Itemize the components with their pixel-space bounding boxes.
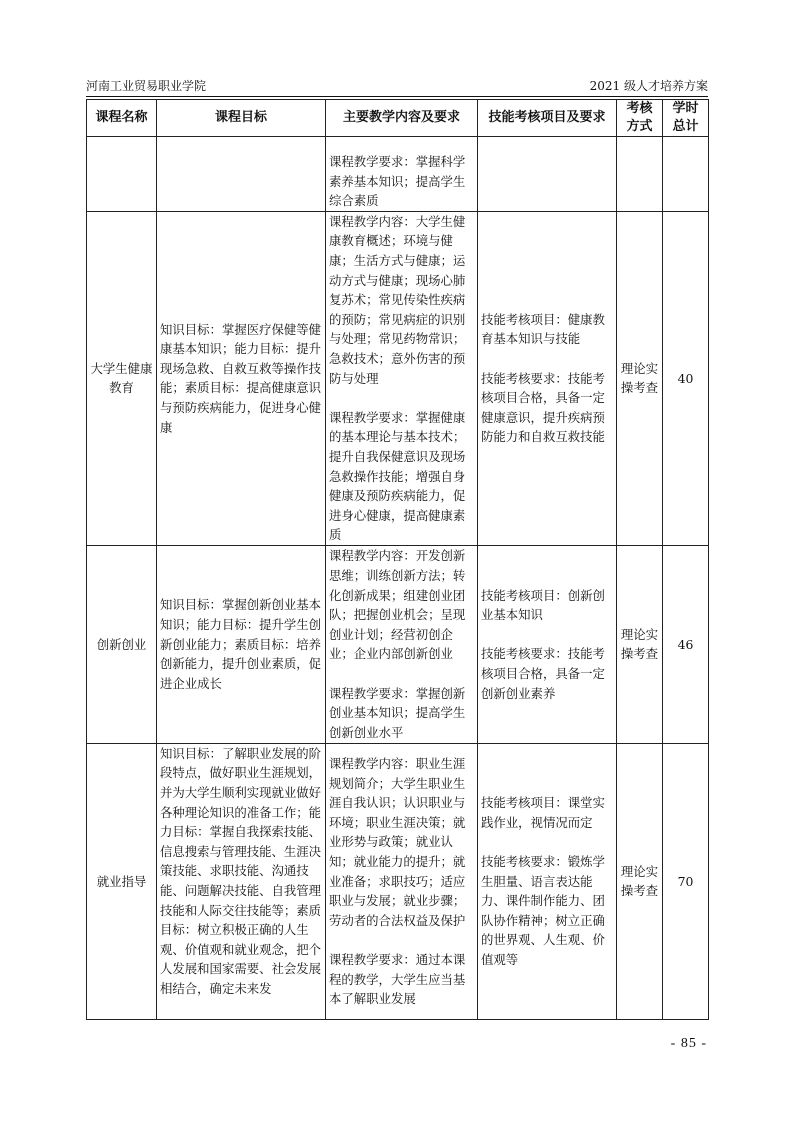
course-name: 就业指导 <box>87 743 157 1019</box>
assessment-method <box>617 137 663 212</box>
assessment-method: 理论实操考查 <box>617 743 663 1019</box>
table-row <box>87 545 709 743</box>
skill-assessment <box>478 137 617 212</box>
page-number: - 85 - <box>670 1036 707 1051</box>
plan-title: 2021 级人才培养方案 <box>589 79 708 93</box>
skill-requirement: 技能考核要求：锻炼学生胆量、语言表达能力、课件制作能力、团队协作精神；树立正确的世界观、人生观、价值观等 <box>481 853 605 967</box>
content-requirement: 课程教学要求：掌握科学素养基本知识；提高学生综合素质 <box>329 154 466 209</box>
skill-assessment <box>478 545 617 743</box>
course-name: 大学生健康教育 <box>87 211 157 545</box>
running-header <box>86 77 708 95</box>
table-row <box>87 743 709 1019</box>
total-hours: 40 <box>663 211 709 545</box>
course-content <box>326 743 478 1019</box>
assessment-method: 理论实操考查 <box>617 211 663 545</box>
course-content <box>326 545 478 743</box>
col-header-method: 考核 方式 <box>617 100 663 137</box>
course-content <box>326 211 478 545</box>
total-hours: 70 <box>663 743 709 1019</box>
skill-assessment <box>478 211 617 545</box>
content-main: 课程教学内容：大学生健康教育概述；环境与健康；生活方式与健康；运动方式与健康；现场心肺复苏术；常见传染性疾病的预防；常见病症的识别与处理；常见药物常识；急救技术；意外伤害的预防与处理 <box>329 213 466 386</box>
skill-requirement: 技能考核要求：技能考核项目合格，具备一定创新创业素养 <box>481 646 605 701</box>
col-header-name: 课程名称 <box>87 100 157 137</box>
skill-assessment <box>478 743 617 1019</box>
course-goal: 知识目标：了解职业发展的阶段特点，做好职业生涯规划，并为大学生顺利实现就业做好各种理论知识的准备工作；能力目标：掌握自我探索技能、信息搜索与管理技能、生涯决策技能、求职技能、沟通技能、问题解决技能、自我管理技能和人际交往技能等；素质目标：树立积极正确的人生观、价值观和就业观念，把个人发展和国家需要、社会发展相结合，确定未来发 <box>157 743 326 1019</box>
assessment-method: 理论实操考查 <box>617 545 663 743</box>
course-content <box>326 137 478 212</box>
header-rule <box>86 96 708 97</box>
content-main: 课程教学内容：开发创新思维；训练创新方法；转化创新成果；组建创业团队；把握创业机会；呈现创业计划；经营初创企业；企业内部创新创业 <box>329 548 466 662</box>
col-header-skill: 技能考核项目及要求 <box>478 100 617 137</box>
total-hours: 46 <box>663 545 709 743</box>
school-name: 河南工业贸易职业学院 <box>86 79 207 93</box>
content-main: 课程教学内容：职业生涯规划简介；大学生职业生涯自我认识；认识职业与环境；职业生涯决策；就业形势与政策；就业认知；就业能力的提升；就业准备；求职技巧；适应职业与发展；就业步骤；劳动者的合法权益及保护 <box>329 756 466 928</box>
table-row <box>87 211 709 545</box>
course-goal <box>157 137 326 212</box>
table-row <box>87 137 709 212</box>
skill-item: 技能考核项目：课堂实践作业，视情况而定 <box>481 795 605 830</box>
col-header-hours: 学时 总计 <box>663 100 709 137</box>
col-header-content: 主要教学内容及要求 <box>326 100 478 137</box>
content-requirement: 课程教学要求：掌握创新创业基本知识；提高学生创新创业水平 <box>329 685 466 740</box>
table-header-row <box>87 100 709 137</box>
course-goal: 知识目标：掌握创新创业基本知识；能力目标：提升学生创新创业能力；素质目标：培养创新能力，提升创业素质，促进企业成长 <box>157 545 326 743</box>
content-requirement: 课程教学要求：掌握健康的基本理论与基本技术；提升自我保健意识及现场急救操作技能；增强自身健康及预防疾病能力，促进身心健康，提高健康素质 <box>329 409 466 543</box>
curriculum-table <box>86 99 709 1020</box>
course-name <box>87 137 157 212</box>
col-header-goal: 课程目标 <box>157 100 326 137</box>
skill-requirement: 技能考核要求：技能考核项目合格，具备一定健康意识，提升疾病预防能力和自救互救技能 <box>481 370 605 445</box>
total-hours <box>663 137 709 212</box>
course-name: 创新创业 <box>87 545 157 743</box>
skill-item: 技能考核项目：创新创业基本知识 <box>481 587 605 623</box>
course-goal: 知识目标：掌握医疗保健等健康基本知识；能力目标：提升现场急救、自救互救等操作技能；素质目标：提高健康意识与预防疾病能力，促进身心健康 <box>157 211 326 545</box>
content-requirement: 课程教学要求：通过本课程的教学，大学生应当基本了解职业发展 <box>329 951 466 1007</box>
skill-item: 技能考核项目：健康教育基本知识与技能 <box>481 311 605 347</box>
